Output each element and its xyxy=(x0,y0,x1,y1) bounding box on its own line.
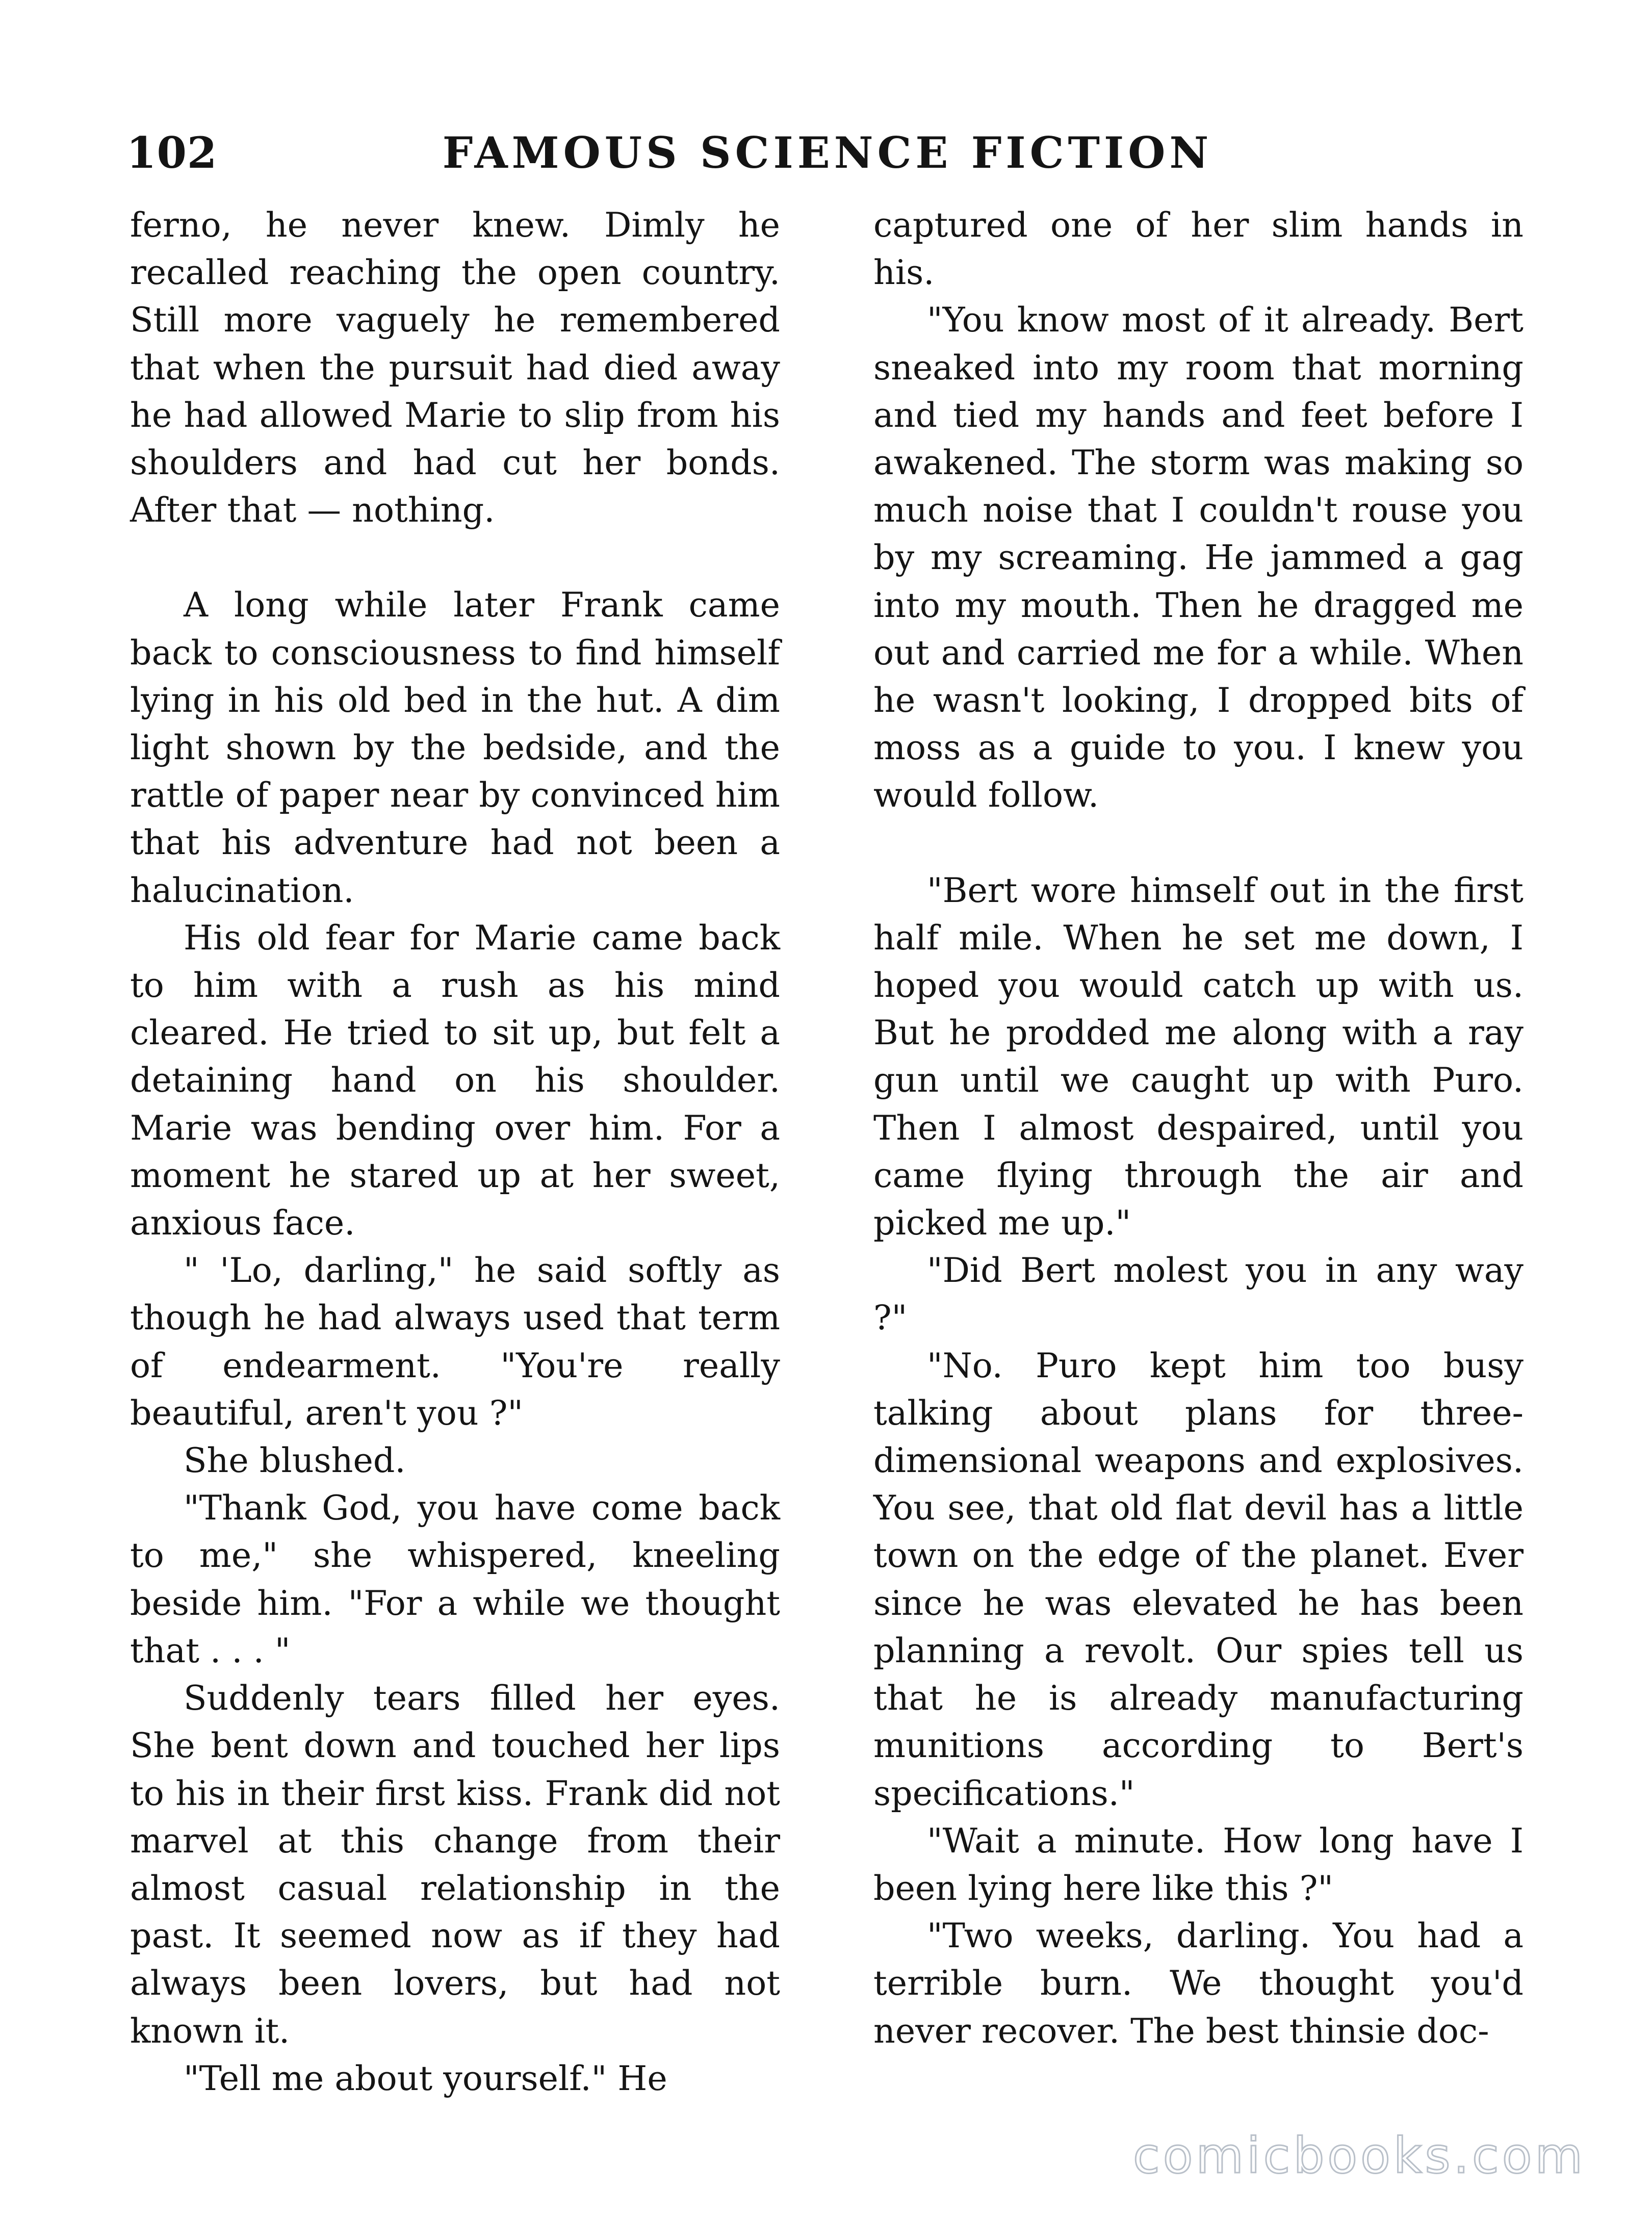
paragraph: "You know most of it already. Bert sneaked into my room that morning and tied my hands and feet before I awakened. The storm was making so much noise that I couldn't rouse you by my screaming. He jammed a gag into my mouth. Then he dragged me out and carried me for a while. When he wasn't looking, I dropped bits of moss as a guide to you. I knew you would follow. xyxy=(873,300,1524,815)
paragraph: "Wait a minute. How long have I been lying here like this ?" xyxy=(873,1820,1524,1908)
right-column xyxy=(873,201,1524,2055)
paragraph: She blushed. xyxy=(184,1440,406,1481)
paragraph: His old fear for Marie came back to him with a rush as his mind cleared. He tried to sit up, but felt a detaining hand on his shoulder. Marie was bending over him. For a moment he stared up at her sweet, anxious face. xyxy=(130,917,780,1243)
left-column xyxy=(130,201,780,2102)
paragraph: A long while later Frank came back to consciousness to find himself lying in his old bed in the hut. A dim light shown by the bedside, and the rattle of paper near by convinced him that his adventure had not been a halucination. xyxy=(130,585,780,910)
paragraph: "Two weeks, darling. You had a terrible burn. We thought you'd never recover. The best thinsie doc- xyxy=(873,1916,1524,2051)
paragraph: " 'Lo, darling," he said softly as though he had always used that term of endearment. "You're really beautiful, aren't you ?" xyxy=(130,1250,780,1433)
paragraph: "No. Puro kept him too busy talking about plans for three-dimensional weapons and explosives. You see, that old flat devil has a little town on the edge of the planet. Ever since he was elevated he has been planning a revolt. Our spies tell us that he is already manufacturing munitions according to Bert's specifications." xyxy=(873,1345,1524,1813)
paragraph: captured one of her slim hands in his. xyxy=(873,205,1524,293)
paragraph: "Bert wore himself out in the first half mile. When he set me down, I hoped you would catch up with us. But he prodded me along with a ray gun until we caught up with Puro. Then I almost despaired, until you came flying through the air and picked me up." xyxy=(873,870,1524,1243)
running-head-title: FAMOUS SCIENCE FICTION xyxy=(442,127,1213,178)
watermark-logo: comicbooks.com xyxy=(1132,2127,1586,2184)
page-number: 102 xyxy=(126,127,218,178)
paragraph: "Thank God, you have come back to me," she whispered, kneeling beside him. "For a while we thought that . . . " xyxy=(130,1488,780,1670)
paragraph: "Did Bert molest you in any way ?" xyxy=(873,1250,1524,1338)
paragraph: "Tell me about yourself." He xyxy=(184,2058,667,2098)
paragraph: ferno, he never knew. Dimly he recalled reaching the open country. Still more vaguely he remembered that when the pursuit had died away he had allowed Marie to slip from his shoulders and had cut her bonds. After that — nothing. xyxy=(130,205,780,530)
paragraph: Suddenly tears filled her eyes. She bent down and touched her lips to his in their first kiss. Frank did not marvel at this change from their almost casual relationship in the past. It seemed now as if they had always been lovers, but had not known it. xyxy=(130,1678,780,2051)
